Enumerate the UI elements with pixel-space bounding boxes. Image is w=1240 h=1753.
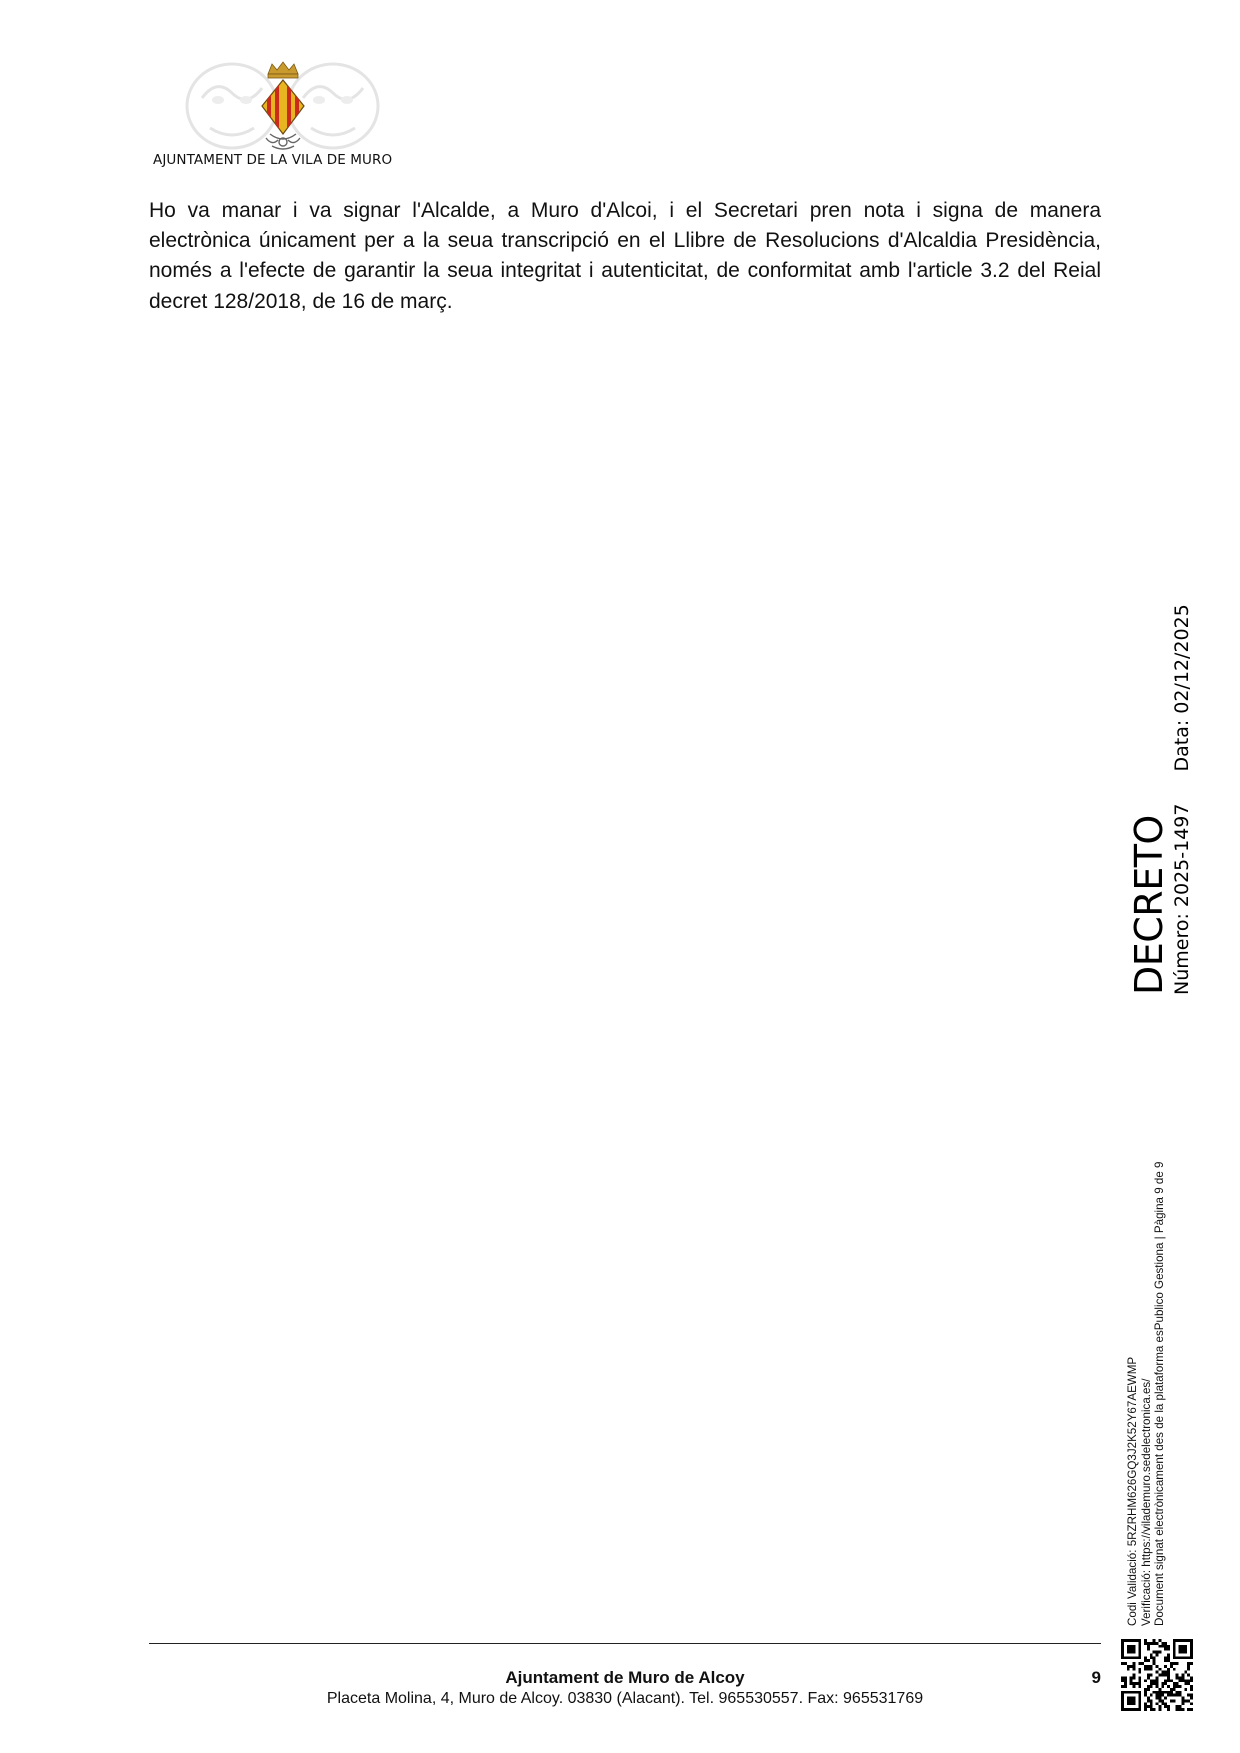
- decree-number: Número: 2025-1497: [1171, 803, 1193, 995]
- verification-url: Verificació: https://vilademuro.sedelectronica.es/: [1139, 1378, 1153, 1626]
- footer-divider: [149, 1643, 1101, 1644]
- validation-block: [1126, 1162, 1167, 1626]
- coat-of-arms-icon: [258, 60, 308, 152]
- page-number: 9: [1091, 1668, 1101, 1687]
- body-paragraph: Ho va manar i va signar l'Alcalde, a Muro d'Alcoi, i el Secretari pren nota i signa de manera electrònica únicament per a la seua transcripció en el Llibre de Resolucions d'Alcaldia Presidència, només a l'efecte de garantir la seua integritat i autenticitat, de conformitat amb l'article 3.2 del Reial decret 128/2018, de 16 de març.: [149, 199, 1101, 313]
- validation-code: Codi Validació: 5RZRHM626GQ3J2K52Y67AEWMP: [1126, 1356, 1139, 1626]
- decree-title: DECRETO: [1127, 815, 1171, 995]
- decree-date: Data: 02/12/2025: [1171, 604, 1193, 772]
- logo-caption: AJUNTAMENT DE LA VILA DE MURO: [153, 152, 393, 168]
- footer-address: Placeta Molina, 4, Muro de Alcoy. 03830 (Alacant). Tel. 965530557. Fax: 965531769: [326, 1690, 924, 1707]
- signed-note: Document signat electrònicament des de la plataforma esPublico Gestiona | Pàgina 9 de 9: [1153, 1161, 1166, 1626]
- municipal-logo: [150, 58, 430, 178]
- decree-meta: [1170, 604, 1194, 995]
- footer-title: Ajuntament de Muro de Alcoy: [505, 1668, 745, 1687]
- qr-code-icon: [1121, 1639, 1193, 1711]
- decree-stamp: [1129, 604, 1194, 995]
